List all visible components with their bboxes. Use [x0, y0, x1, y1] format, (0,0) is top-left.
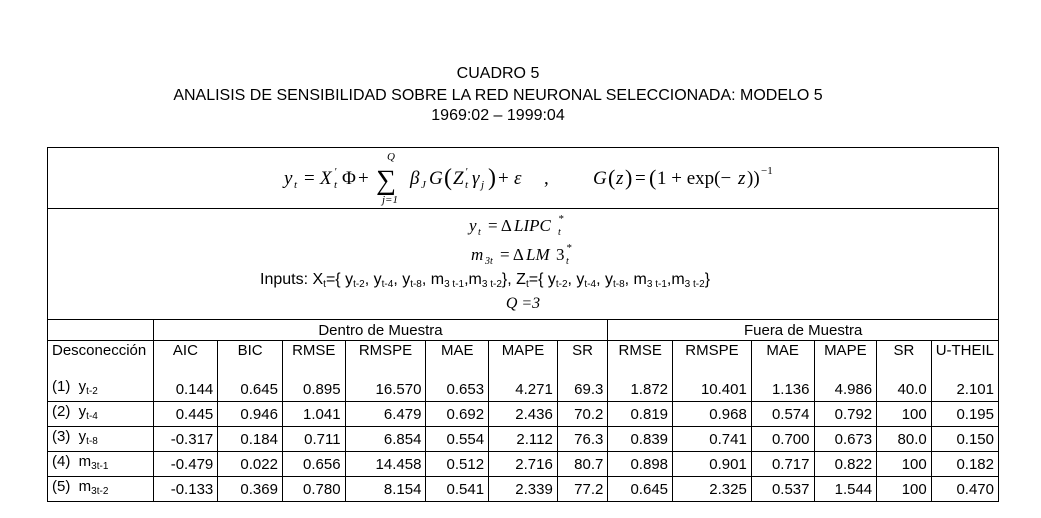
svg-text:Q: Q	[387, 151, 395, 163]
svg-text:): )	[488, 165, 496, 191]
row-label: (2) $y_{t-4}$	[48, 402, 153, 427]
table-cell: 0.470	[931, 477, 998, 502]
table-cell: 0.182	[931, 452, 998, 477]
svg-text:β: β	[410, 168, 420, 189]
svg-text:=: =	[635, 168, 646, 189]
model-equation-formula	[48, 148, 998, 208]
table-cell: 77.2	[557, 477, 608, 502]
table-cell: 0.780	[282, 477, 345, 502]
svg-text:z: z	[738, 168, 746, 189]
col-header-sr-in: SR	[557, 341, 608, 378]
svg-text:t: t	[478, 227, 481, 238]
svg-text:): )	[625, 165, 633, 190]
table-cell: 0.195	[931, 402, 998, 427]
row-label: (1) $y_{t-2}$	[48, 377, 153, 402]
svg-text:LIPC: LIPC	[514, 216, 551, 235]
svg-text:j=1: j=1	[382, 194, 398, 206]
table-cell: 8.154	[345, 477, 426, 502]
table-cell: 0.369	[218, 477, 283, 502]
table-cell: 69.3	[557, 377, 608, 402]
table-cell: 0.537	[751, 477, 814, 502]
svg-text:,: ,	[544, 168, 549, 189]
table-cell: 70.2	[557, 402, 608, 427]
table-cell: 0.711	[282, 427, 345, 452]
hidden-units: Q =3	[505, 295, 541, 312]
svg-text:= Δ: = Δ	[500, 245, 524, 264]
table-number: CUADRO 5	[456, 65, 540, 82]
table-cell: 10.401	[673, 377, 752, 402]
table-cell: 0.554	[426, 427, 489, 452]
col-header-rmse-out: RMSE	[608, 341, 673, 378]
svg-text:t: t	[465, 179, 469, 191]
group-in-sample: Dentro de Muestra	[153, 320, 608, 341]
svg-text:−1: −1	[761, 165, 773, 177]
x-inputs: $X_t=${ $y_{t-2}$, $y_{t-4}$, $y_{t-8}$, $m_{3 t-1},m_{3 t-2}$},	[312, 271, 512, 290]
table-cell: 76.3	[557, 427, 608, 452]
svg-text:3t: 3t	[485, 256, 493, 267]
col-header-mape-in: MAPE	[489, 341, 558, 378]
svg-text:J: J	[421, 179, 426, 191]
column-header-row	[48, 341, 998, 378]
table-cell: 0.645	[218, 377, 283, 402]
table-cell: 0.700	[751, 427, 814, 452]
svg-text:G: G	[429, 168, 443, 189]
svg-text:∑: ∑	[376, 165, 396, 196]
table-cell: 0.144	[153, 377, 218, 402]
table-cell: 0.895	[282, 377, 345, 402]
svg-text:+: +	[498, 168, 509, 189]
svg-text:3: 3	[556, 245, 565, 264]
table-cell: 2.339	[489, 477, 558, 502]
svg-text:*: *	[566, 242, 572, 254]
col-header-mae-in: MAE	[426, 341, 489, 378]
table-title: ANALISIS DE SENSIBILIDAD SOBRE LA RED NEURONAL SELECCIONADA: MODELO 5	[173, 87, 823, 104]
table-cell: 2.112	[489, 427, 558, 452]
table-cell: 0.839	[608, 427, 673, 452]
table-cell: 2.436	[489, 402, 558, 427]
table-cell: 100	[877, 452, 932, 477]
col-header-aic: AIC	[153, 341, 218, 378]
svg-text:= Δ: = Δ	[488, 216, 512, 235]
row-label: (4) $m_{3t-1}$	[48, 452, 153, 477]
table-row	[48, 452, 998, 477]
col-header-mape-out: MAPE	[814, 341, 877, 378]
col-header-u-theil: U-THEIL	[931, 341, 998, 378]
table-cell: 0.574	[751, 402, 814, 427]
table-row	[48, 427, 998, 452]
variable-formulas	[48, 209, 998, 269]
table-cell: 100	[877, 402, 932, 427]
z-inputs: $Z_t=${ $y_{t-2}$, $y_{t-4}$, $y_{t-8}$, $m_{3 t-1},m_{3 t-2}$}	[516, 271, 711, 290]
svg-text:Φ: Φ	[342, 168, 356, 189]
table-cell: 0.150	[931, 427, 998, 452]
svg-text:t: t	[558, 227, 561, 238]
svg-text:(: (	[649, 165, 657, 190]
table-cell: 14.458	[345, 452, 426, 477]
col-header-bic: BIC	[218, 341, 283, 378]
svg-text:t: t	[566, 256, 569, 267]
table-cell: 0.512	[426, 452, 489, 477]
inputs-line	[260, 271, 710, 290]
row-label: (5) $m_{3t-2}$	[48, 477, 153, 502]
row-label: (3) $y_{t-8}$	[48, 427, 153, 452]
svg-text:X: X	[320, 168, 332, 189]
svg-text:γ: γ	[472, 168, 480, 189]
table-cell: 0.653	[426, 377, 489, 402]
table-cell: 100	[877, 477, 932, 502]
svg-text:y: y	[284, 168, 293, 189]
svg-text:ε: ε	[514, 168, 522, 189]
table-cell: 1.872	[608, 377, 673, 402]
table-cell: 0.741	[673, 427, 752, 452]
table-cell: 4.271	[489, 377, 558, 402]
table-cell: 40.0	[877, 377, 932, 402]
table-cell: 16.570	[345, 377, 426, 402]
table-cell: 0.022	[218, 452, 283, 477]
table-cell: 1.544	[814, 477, 877, 502]
svg-text:t: t	[334, 179, 338, 191]
svg-text:=: =	[304, 168, 315, 189]
svg-text:(: (	[444, 165, 452, 191]
table-cell: 1.041	[282, 402, 345, 427]
svg-text:': '	[465, 166, 468, 178]
svg-text:Z: Z	[453, 168, 464, 189]
table-cell: 0.541	[426, 477, 489, 502]
table-cell: 0.792	[814, 402, 877, 427]
table-cell: 0.901	[673, 452, 752, 477]
table-cell: 0.656	[282, 452, 345, 477]
table-cell: 0.968	[673, 402, 752, 427]
group-out-sample: Fuera de Muestra	[608, 320, 998, 341]
table-cell: 0.819	[608, 402, 673, 427]
col-header-rmse-in: RMSE	[282, 341, 345, 378]
table-row	[48, 402, 998, 427]
svg-text:)): ))	[747, 168, 760, 189]
table-cell: 0.898	[608, 452, 673, 477]
table-cell: 0.445	[153, 402, 218, 427]
svg-text:z: z	[616, 168, 624, 189]
sensitivity-table	[48, 320, 998, 501]
group-header-row	[48, 320, 998, 341]
sample-period: 1969:02 – 1999:04	[431, 107, 565, 124]
table-cell: 0.822	[814, 452, 877, 477]
table-cell: -0.133	[153, 477, 218, 502]
col-header-rmspe-in: RMSPE	[345, 341, 426, 378]
col-header-mae-out: MAE	[751, 341, 814, 378]
svg-text:t: t	[294, 179, 298, 191]
results-frame	[47, 147, 999, 502]
table-cell: -0.479	[153, 452, 218, 477]
table-cell: 0.692	[426, 402, 489, 427]
table-body	[48, 377, 998, 501]
table-cell: 2.716	[489, 452, 558, 477]
svg-text:m: m	[471, 245, 484, 264]
table-cell: 2.101	[931, 377, 998, 402]
svg-text:(: (	[608, 165, 616, 190]
svg-text:LM: LM	[526, 245, 550, 264]
col-header-rmspe-out: RMSPE	[673, 341, 752, 378]
svg-text:+: +	[358, 168, 369, 189]
table-cell: 6.479	[345, 402, 426, 427]
table-row	[48, 477, 998, 502]
table-cell: 0.645	[608, 477, 673, 502]
svg-text:y: y	[469, 216, 477, 235]
table-cell: 2.325	[673, 477, 752, 502]
variables-definition	[48, 209, 998, 320]
inputs-label: Inputs:	[260, 271, 309, 288]
table-cell: -0.317	[153, 427, 218, 452]
col-header-desconeccion: Desconección	[48, 341, 153, 378]
svg-text:G: G	[593, 168, 607, 189]
col-header-sr-out: SR	[877, 341, 932, 378]
table-cell: 0.184	[218, 427, 283, 452]
table-cell: 1.136	[751, 377, 814, 402]
svg-text:*: *	[558, 213, 564, 225]
model-equation	[48, 148, 998, 209]
svg-text:1 + exp(−: 1 + exp(−	[657, 168, 732, 189]
table-cell: 0.946	[218, 402, 283, 427]
table-cell: 0.673	[814, 427, 877, 452]
table-row	[48, 377, 998, 402]
svg-text:j: j	[481, 179, 485, 191]
table-cell: 4.986	[814, 377, 877, 402]
table-cell: 0.717	[751, 452, 814, 477]
table-cell: 80.0	[877, 427, 932, 452]
table-cell: 6.854	[345, 427, 426, 452]
table-cell: 80.7	[557, 452, 608, 477]
svg-text:': '	[334, 166, 337, 178]
